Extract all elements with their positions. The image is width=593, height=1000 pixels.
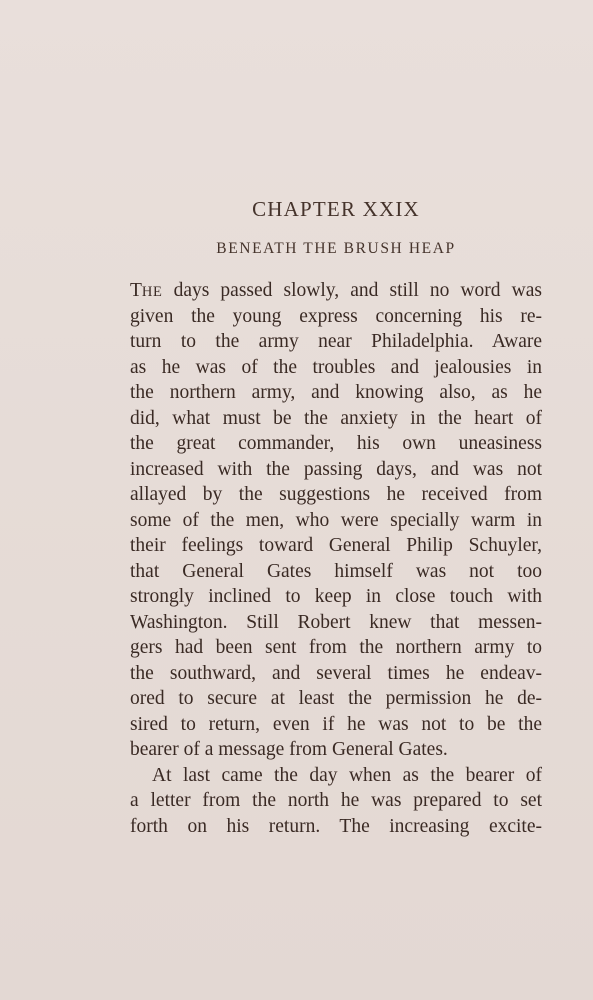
text-line: forth on his return. The increasing excite- [130, 815, 542, 837]
text-line: increased with the passing days, and was not [130, 458, 542, 480]
text-line: the northern army, and knowing also, as he [130, 382, 542, 403]
text-line: given the young express concerning his re- [130, 305, 542, 327]
text-line: their feelings toward General Philip Schuyler, [130, 535, 542, 556]
text-line: sired to return, even if he was not to be the [130, 713, 542, 735]
chapter-subtitle: BENEATH THE BRUSH HEAP [216, 240, 456, 257]
chapter-body-text [130, 278, 542, 839]
text-line: strongly inclined to keep in close touch with [130, 586, 542, 607]
text-line: did, what must be the anxiety in the heart of [130, 407, 542, 429]
text-line: turn to the army near Philadelphia. Aware [130, 331, 542, 352]
text-line: as he was of the troubles and jealousies in [130, 356, 542, 378]
text-line: gers had been sent from the northern army to [130, 637, 542, 658]
text-line: the great commander, his own uneasiness [130, 433, 542, 454]
text-line: Washington. Still Robert knew that messen- [130, 611, 542, 633]
text-line: ored to secure at least the permission he de- [130, 688, 542, 709]
chapter-title: CHAPTER XXIX [252, 197, 420, 221]
text-line: some of the men, who were specially warm in [130, 509, 542, 531]
text-line: a letter from the north he was prepared to set [130, 790, 542, 811]
text-line: At last came the day when as the bearer of [152, 764, 542, 786]
text-line-1-rest: days passed slowly, and still no word was [162, 280, 542, 301]
text-line: allayed by the suggestions he received from [130, 484, 542, 505]
text-line: bearer of a message from General Gates. [130, 739, 448, 760]
text-line: that General Gates himself was not too [130, 560, 542, 582]
text-line: the southward, and several times he endeav- [130, 662, 542, 684]
text-line-1: THE days passed slowly, and still no word was [130, 280, 542, 301]
